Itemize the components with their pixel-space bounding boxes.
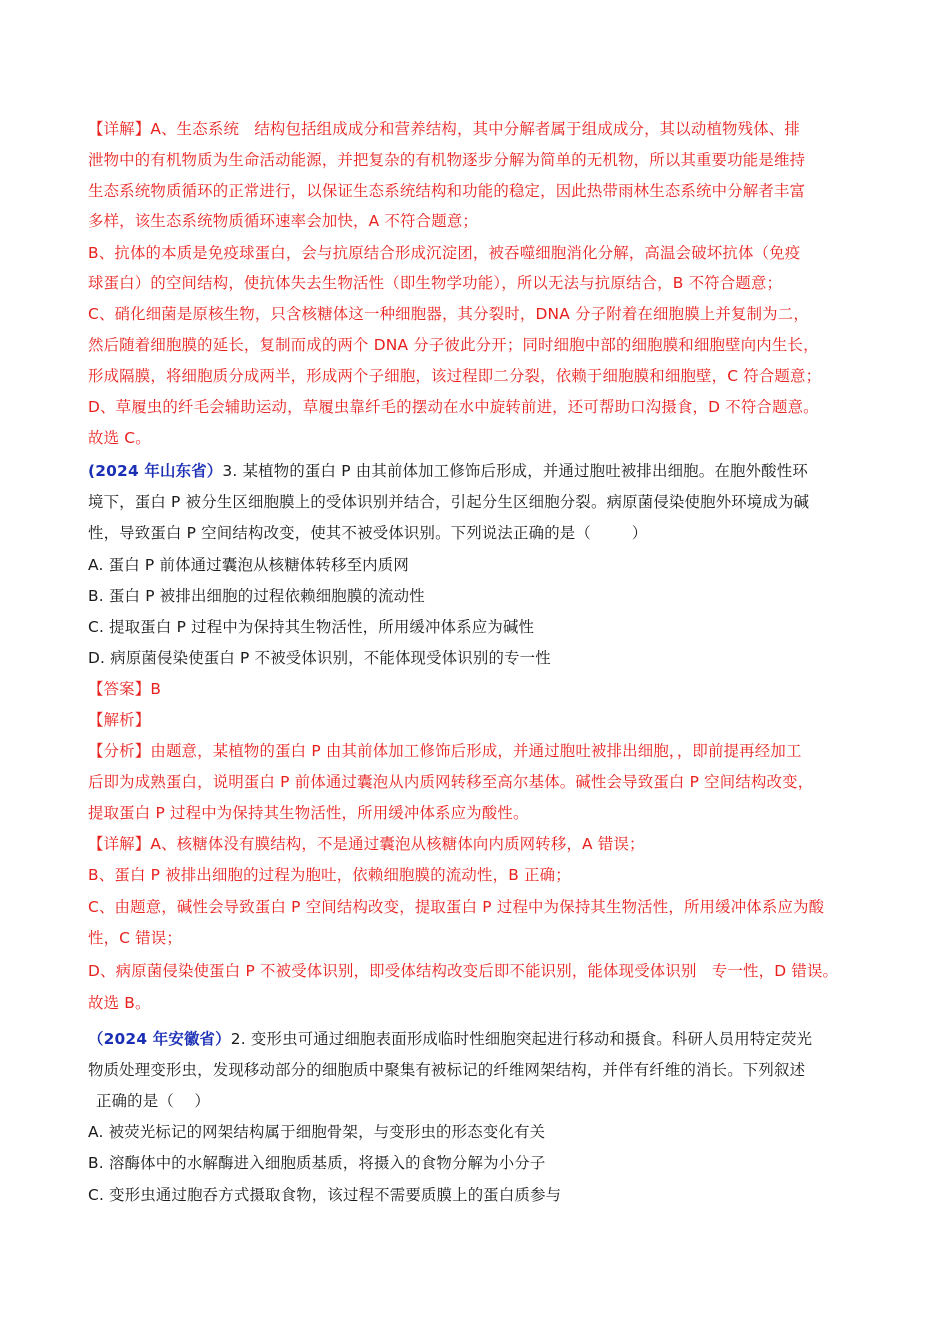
text-line: 提取蛋白 P 过程中为保持其生物活性，所用缓冲体系应为酸性。	[88, 804, 529, 822]
text-line: 故选 B。	[88, 994, 151, 1012]
text-line: 【详解】A、生态系统 结构包括组成成分和营养结构，其中分解者属于组成成分，其以动植物残体、排	[88, 120, 800, 138]
text-line: 然后随着细胞膜的延长，复制而成的两个 DNA 分子彼此分开；同时细胞中部的细胞膜和细胞壁向内生长，	[88, 336, 819, 354]
question-header-line	[88, 1028, 812, 1050]
source-tag: （2024 年安徽省）	[88, 1030, 231, 1048]
option-c: C. 变形虫通过胞吞方式摄取食物，该过程不需要质膜上的蛋白质参与	[88, 1186, 562, 1204]
option-c: C. 提取蛋白 P 过程中为保持其生物活性，所用缓冲体系应为碱性	[88, 618, 535, 636]
text-line: 境下，蛋白 P 被分生区细胞膜上的受体识别并结合，引起分生区细胞分裂。病原菌侵染使胞外环境成为碱	[88, 493, 810, 511]
text-line: 正确的是（ ）	[96, 1092, 210, 1110]
option-b: B. 溶酶体中的水解酶进入细胞质基质，将摄入的食物分解为小分子	[88, 1154, 546, 1172]
answer-line: 【答案】B	[88, 680, 162, 698]
option-a: A. 蛋白 P 前体通过囊泡从核糖体转移至内质网	[88, 556, 409, 574]
text-line: 后即为成熟蛋白，说明蛋白 P 前体通过囊泡从内质网转移至高尔基体。碱性会导致蛋白 P 空间结构改变，	[88, 773, 814, 791]
text-line: B、抗体的本质是免疫球蛋白，会与抗原结合形成沉淀团，被吞噬细胞消化分解，高温会破坏抗体（免疫	[88, 244, 801, 262]
text-line: 泄物中的有机物质为生命活动能源，并把复杂的有机物逐步分解为简单的无机物，所以其重要功能是维持	[88, 151, 806, 169]
text-line: 性，C 错误；	[88, 929, 182, 947]
option-d: D. 病原菌侵染使蛋白 P 不被受体识别，不能体现受体识别的专一性	[88, 649, 551, 667]
question-header-line	[88, 460, 808, 482]
text-line: 形成隔膜，将细胞质分成两半，形成两个子细胞，该过程即二分裂，依赖于细胞膜和细胞壁，C 符合题意；	[88, 367, 822, 385]
text-line: D、病原菌侵染使蛋白 P 不被受体识别，即受体结构改变后即不能识别，能体现受体识别 专一性，D 错误。	[88, 962, 839, 980]
question-stem: 3. 某植物的蛋白 P 由其前体加工修饰后形成，并通过胞吐被排出细胞。在胞外酸性环	[222, 462, 808, 480]
text-line: 物质处理变形虫，发现移动部分的细胞质中聚集有被标记的纤维网架结构，并伴有纤维的消长。下列叙述	[88, 1061, 806, 1079]
text-line: 多样，该生态系统物质循环速率会加快，A 不符合题意；	[88, 212, 478, 230]
text-line: 球蛋白）的空间结构，使抗体失去生物活性（即生物学功能），所以无法与抗原结合，B 不符合题意；	[88, 274, 783, 292]
text-line: D、草履虫的纤毛会辅助运动，草履虫靠纤毛的摆动在水中旋转前进，还可帮助口沟摄食，D 不符合题意。	[88, 398, 819, 416]
option-b: B. 蛋白 P 被排出细胞的过程依赖细胞膜的流动性	[88, 587, 425, 605]
analysis-heading: 【解析】	[88, 711, 151, 729]
text-line: 性，导致蛋白 P 空间结构改变，使其不被受体识别。下列说法正确的是（ ）	[88, 524, 648, 542]
text-line: C、硝化细菌是原核生物，只含核糖体这一种细胞器，其分裂时，DNA 分子附着在细胞膜上并复制为二，	[88, 305, 809, 323]
question-stem: 2. 变形虫可通过细胞表面形成临时性细胞突起进行移动和摄食。科研人员用特定荧光	[230, 1030, 813, 1048]
option-a: A. 被荧光标记的网架结构属于细胞骨架，与变形虫的形态变化有关	[88, 1123, 546, 1141]
text-line: 故选 C。	[88, 429, 151, 447]
source-tag: (2024 年山东省）	[88, 462, 223, 480]
text-line: B、蛋白 P 被排出细胞的过程为胞吐，依赖细胞膜的流动性，B 正确；	[88, 866, 571, 884]
text-line: 【详解】A、核糖体没有膜结构，不是通过囊泡从核糖体向内质网转移，A 错误；	[88, 835, 645, 853]
text-line: 生态系统物质循环的正常进行，以保证生态系统结构和功能的稳定，因此热带雨林生态系统中分解者丰富	[88, 182, 806, 200]
text-line: 【分析】由题意，某植物的蛋白 P 由其前体加工修饰后形成，并通过胞吐被排出细胞，，即前提再经加工	[88, 742, 802, 760]
text-line: C、由题意，碱性会导致蛋白 P 空间结构改变，提取蛋白 P 过程中为保持其生物活性，所用缓冲体系应为酸	[88, 898, 825, 916]
